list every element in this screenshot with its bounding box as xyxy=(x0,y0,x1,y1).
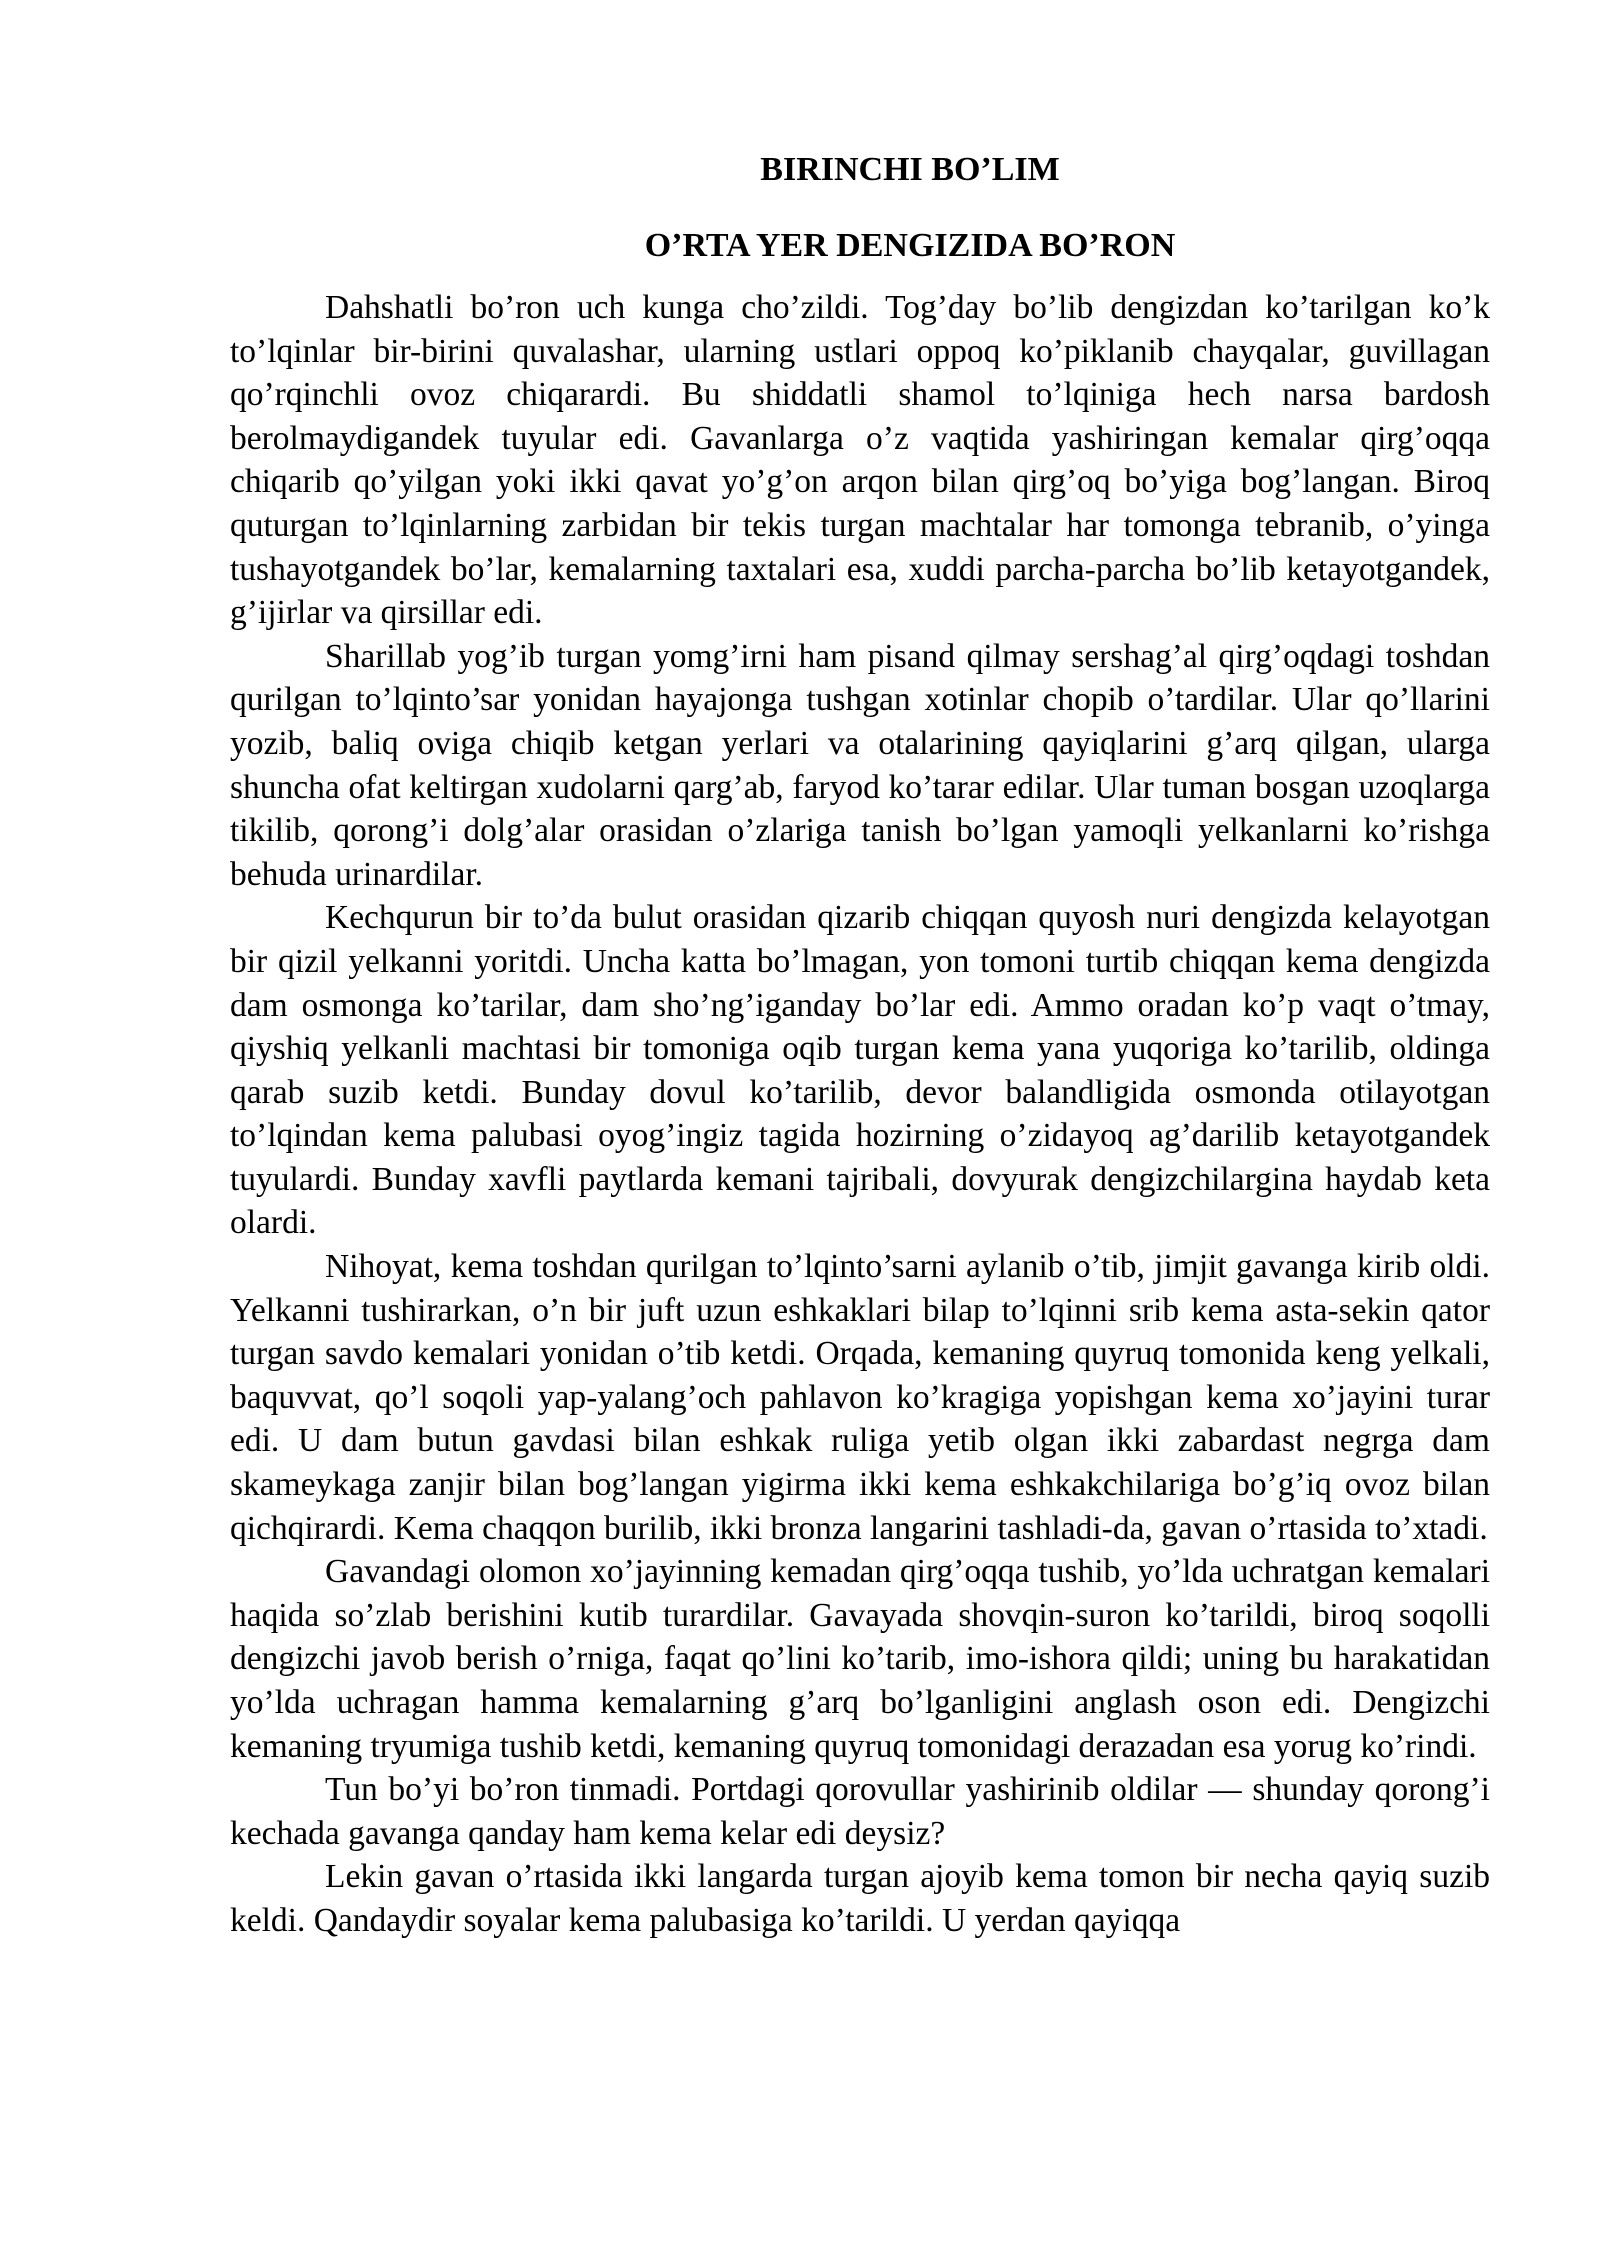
paragraph-3: Kechqurun bir to’da bulut orasidan qizarib chiqqan quyosh nuri dengizda kelayotgan bir qizil yelkanni yoritdi. Uncha katta bo’lmagan, yon tomoni turtib chiqqan kema dengizda dam osmonga ko’tarilar, dam sho’ng’iganday bo’lar edi. Ammo oradan ko’p vaqt o’tmay, qiyshiq yelkanli machtasi bir tomoniga oqib turgan kema yana yuqoriga ko’tarilib, oldinga qarab suzib ketdi. Bunday dovul ko’tarilib, devor balandligida osmonda otilayotgan to’lqindan kema palubasi oyog’ingiz tagida hozirning o’zidayoq ag’darilib ketayotgandek tuyulardi. Bunday xavfli paytlarda kemani tajribali, dovyurak dengizchilargina haydab keta olardi. xyxy=(230,899,1490,1242)
document-page xyxy=(230,150,1490,1943)
paragraph-4: Nihoyat, kema toshdan qurilgan to’lqinto’sarni aylanib o’tib, jimjit gavanga kirib oldi. Yelkanni tushirarkan, o’n bir juft uzun eshkaklari bilap to’lqinni srib kema asta-sekin qator turgan savdo kemalari yonidan o’tib ketdi. Orqada, kemaning quyruq tomonida keng yelkali, baquvvat, qo’l soqoli yap-yalang’och pahlavon ko’kragiga yopishgan kema xo’jayini turar edi. U dam butun gavdasi bilan eshkak ruliga yetib olgan ikki zabardast negrga dam skameykaga zanjir bilan bog’langan yigirma ikki kema eshkakchilariga bo’g’iq ovoz bilan qichqirardi. Kema chaqqon burilib, ikki bronza langarini tashladi-da, gavan o’rtasida to’xtadi. xyxy=(230,1248,1490,1547)
part-title: BIRINCHI BO’LIM xyxy=(760,151,1060,188)
paragraph-6: Tun bo’yi bo’ron tinmadi. Portdagi qorovullar yashirinib oldilar — shunday qorong’i kechada gavanga qanday ham kema kelar edi deysiz? xyxy=(230,1771,1490,1852)
chapter-title: O’RTA YER DENGIZIDA BO’RON xyxy=(644,227,1176,264)
paragraph-7: Lekin gavan o’rtasida ikki langarda turgan ajoyib kema tomon bir necha qayiq suzib keldi. Qandaydir soyalar kema palubasiga ko’tarildi. U yerdan qayiqqa xyxy=(230,1858,1490,1939)
paragraph-1: Dahshatli bo’ron uch kunga cho’zildi. Tog’day bo’lib dengizdan ko’tarilgan ko’k to’lqinlar bir-birini quvalashar, ularning ustlari oppoq ko’piklanib chayqalar, guvillagan qo’rqinchli ovoz chiqarardi. Bu shiddatli shamol to’lqiniga hech narsa bardosh berolmaydigandek tuyular edi. Gavanlarga o’z vaqtida yashiringan kemalar qirg’oqqa chiqarib qo’yilgan yoki ikki qavat yo’g’on arqon bilan qirg’oq bo’yiga bog’langan. Biroq quturgan to’lqinlarning zarbidan bir tekis turgan machtalar har tomonga tebranib, o’yinga tushayotgandek bo’lar, kemalarning taxtalari esa, xuddi parcha-parcha bo’lib ketayotgandek, g’ijirlar va qirsillar edi. xyxy=(230,289,1490,632)
paragraph-5: Gavandagi olomon xo’jayinning kemadan qirg’oqqa tushib, yo’lda uchratgan kemalari haqida so’zlab berishini kutib turardilar. Gavayada shovqin-suron ko’tarildi, biroq soqolli dengizchi javob berish o’rniga, faqat qo’lini ko’tarib, imo-ishora qildi; uning bu harakatidan yo’lda uchragan hamma kemalarning g’arq bo’lganligini anglash oson edi. Dengizchi kemaning tryumiga tushib ketdi, kemaning quyruq tomonidagi derazadan esa yorug ko’rindi. xyxy=(230,1553,1490,1765)
paragraph-2: Sharillab yog’ib turgan yomg’irni ham pisand qilmay sershag’al qirg’oqdagi toshdan qurilgan to’lqinto’sar yonidan hayajonga tushgan xotinlar chopib o’tardilar. Ular qo’llarini yozib, baliq oviga chiqib ketgan yerlari va otalarining qayiqlarini g’arq qilgan, ularga shuncha ofat keltirgan xudolarni qarg’ab, faryod ko’tarar edilar. Ular tuman bosgan uzoqlarga tikilib, qorong’i dolg’alar orasidan o’zlariga tanish bo’lgan yamoqli yelkanlarni ko’rishga behuda urinardilar. xyxy=(230,637,1490,893)
